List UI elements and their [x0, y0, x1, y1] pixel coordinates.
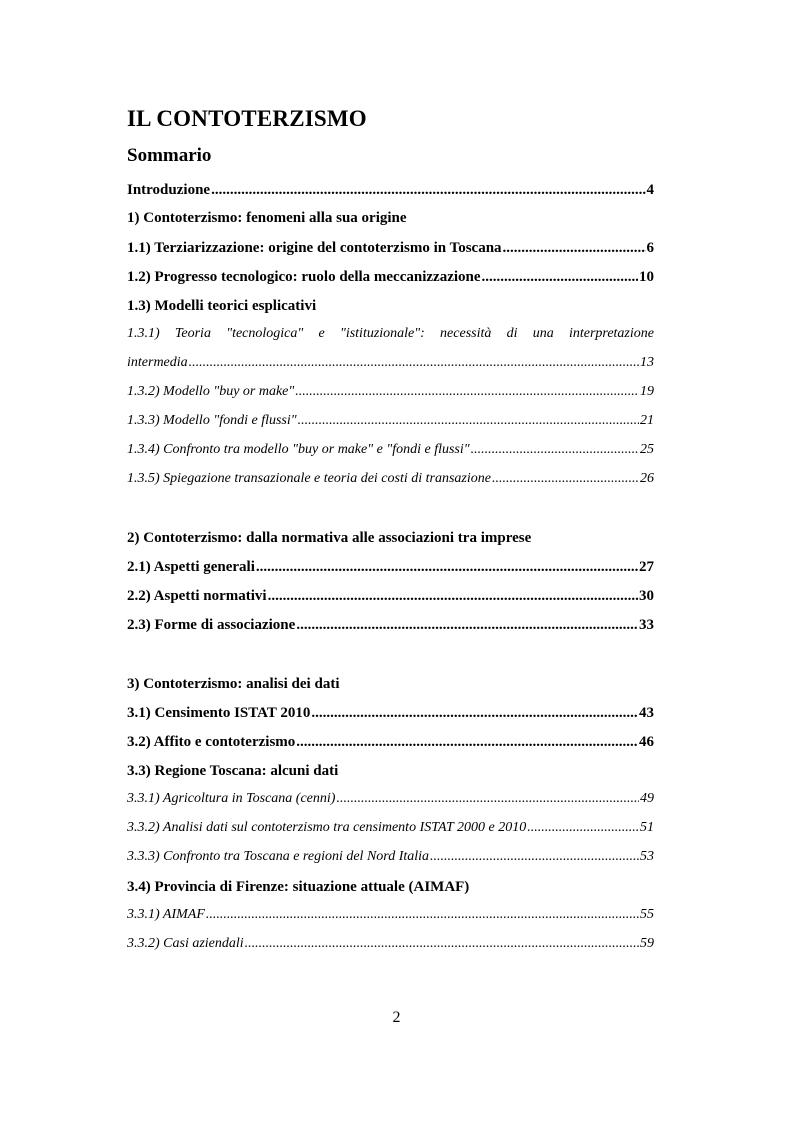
toc-entry: 1) Contoterzismo: fenomeni alla sua origine — [127, 210, 407, 226]
document-title: IL CONTOTERZISMO — [127, 106, 367, 131]
toc-entry[interactable]: 3.3.2) Casi aziendali ..... 59 — [127, 934, 654, 954]
toc-entry[interactable]: 1.3.3) Modello "fondi e flussi" ..... 21 — [127, 411, 654, 431]
toc-entry[interactable]: 1.3.4) Confronto tra modello "buy or make" e "fondi e flussi" ..... 25 — [127, 440, 654, 460]
toc-entry[interactable]: 2.3) Forme di associazione ..... 33 — [127, 615, 654, 635]
toc-entry: 3.3) Regione Toscana: alcuni dati — [127, 763, 339, 779]
toc-entry[interactable]: 3.3.2) Analisi dati sul contoterzismo tra censimento ISTAT 2000 e 2010 ..... 51 — [127, 818, 654, 838]
toc-entry[interactable]: intermedia ..... 13 — [127, 353, 654, 373]
toc-entry[interactable]: 1.3.5) Spiegazione transazionale e teoria dei costi di transazione ..... 26 — [127, 469, 654, 489]
toc-entry[interactable]: Introduzione ..... 4 — [127, 180, 654, 200]
toc-entry: 3) Contoterzismo: analisi dei dati — [127, 676, 340, 692]
page-number: 2 — [392, 1009, 401, 1026]
toc-entry[interactable]: 3.3.1) Agricoltura in Toscana (cenni) ..... 49 — [127, 789, 654, 809]
toc-entry: 2) Contoterzismo: dalla normativa alle associazioni tra imprese — [127, 530, 532, 546]
toc-entry[interactable]: 1.1) Terziarizzazione: origine del contoterzismo in Toscana ..... 6 — [127, 238, 654, 258]
toc-entry[interactable]: 1.2) Progresso tecnologico: ruolo della meccanizzazione ..... 10 — [127, 267, 654, 287]
toc-entry[interactable]: 3.3.1) AIMAF ..... 55 — [127, 905, 654, 925]
toc-entry[interactable]: 1.3.2) Modello "buy or make" ..... 19 — [127, 382, 654, 402]
toc-entry[interactable]: 3.2) Affito e contoterzismo ..... 46 — [127, 732, 654, 752]
toc-entry: 1.3) Modelli teorici esplicativi — [127, 298, 317, 314]
toc-entry[interactable]: 2.1) Aspetti generali ..... 27 — [127, 557, 654, 577]
toc-entry[interactable]: 3.1) Censimento ISTAT 2010 ..... 43 — [127, 703, 654, 723]
toc-entry: 1.3.1) Teoria "tecnologica" e "istituzionale": necessità di una interpretazione — [127, 326, 654, 341]
toc-entry[interactable]: 2.2) Aspetti normativi ..... 30 — [127, 586, 654, 606]
toc-heading: Sommario — [127, 145, 212, 166]
toc-entry[interactable]: 3.3.3) Confronto tra Toscana e regioni del Nord Italia ..... 53 — [127, 847, 654, 867]
toc-entry: 3.4) Provincia di Firenze: situazione attuale (AIMAF) — [127, 879, 470, 895]
